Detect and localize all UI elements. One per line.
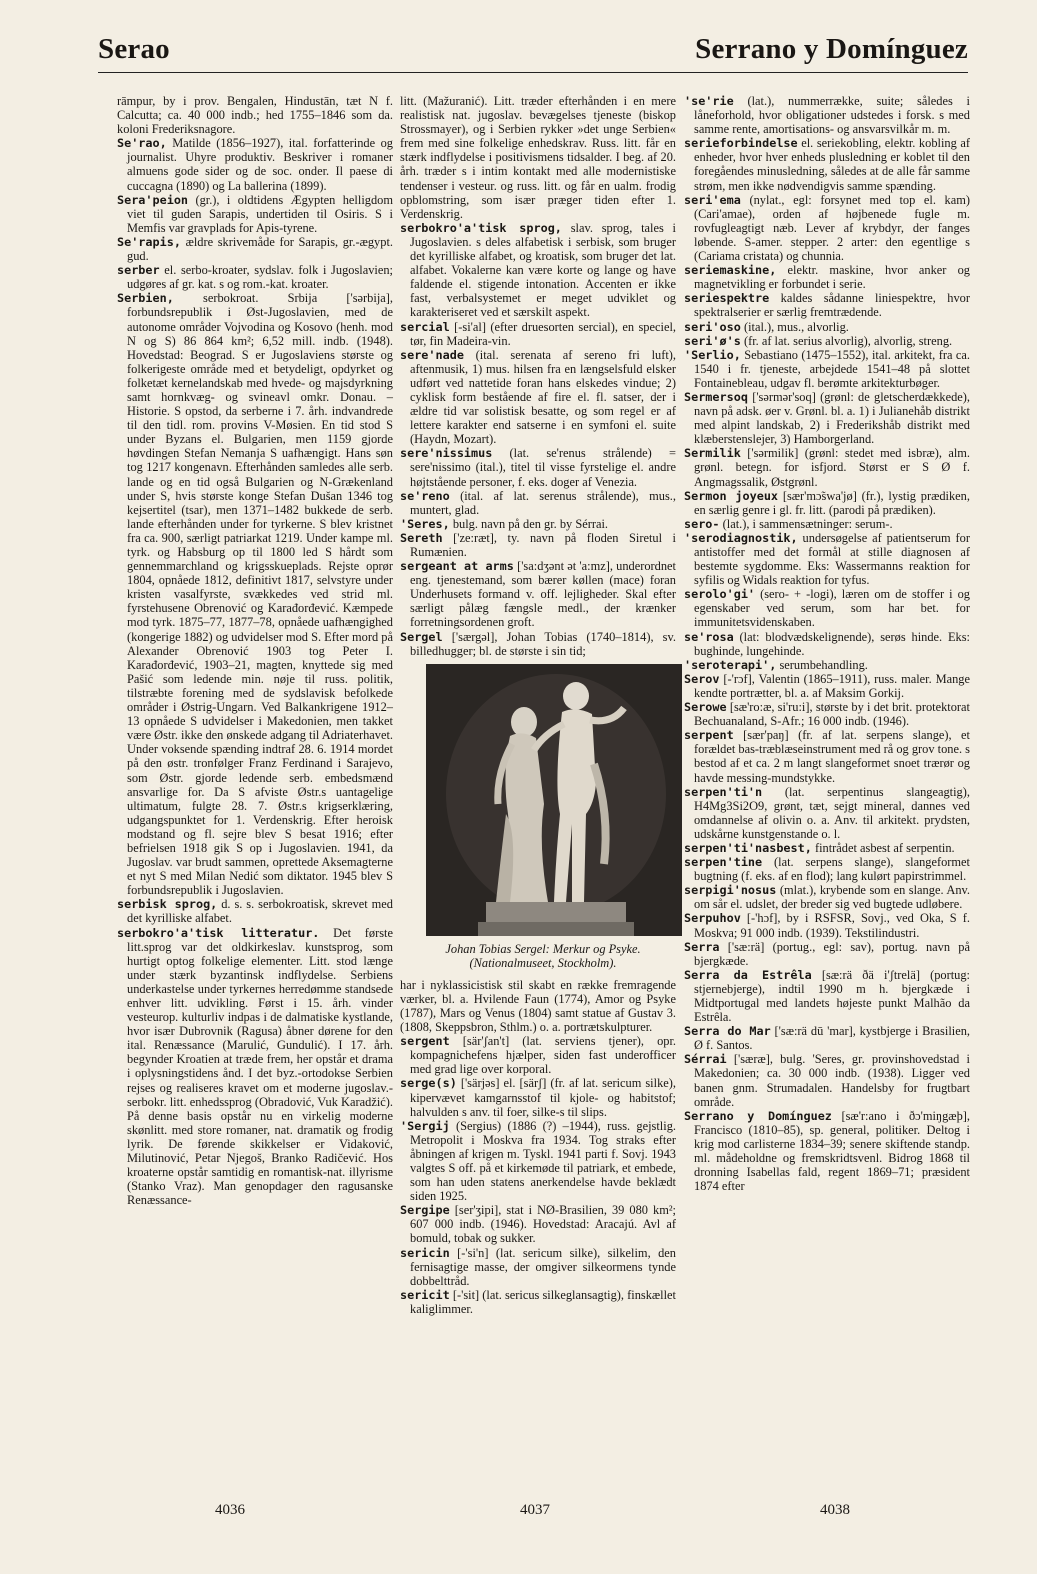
entry-text: [-'hɔf], by i RSFSR, Sovj., ved Oka, S f. Moskva; 91 000 indb. (1939). Tekstilindustri. xyxy=(694,911,970,940)
entry-text: (ital. serenata af sereno fri luft), aftenmusik, 1) mus. hilsen fra en længselsfuld elsker udført ved nattetide foran hans elskedes vindue; 2) cyklisk form bestående af fire el. fl. satser, der i ældre tid var solistisk besatte, og som regel er af lettere karakter end satserne i en symfoni el. suite (Haydn, Mozart). xyxy=(410,347,676,447)
entry-headword: 'Sergij xyxy=(400,1118,450,1133)
dictionary-entry xyxy=(400,978,676,1034)
entry-text: Sebastiano (1475–1552), ital. arkitekt, fra ca. 1540 i fr. tjeneste, arbejdede 1541–48 på slottet Fontainebleau, udgav fl. berømte arkitekturbøger. xyxy=(694,347,970,390)
dictionary-entry xyxy=(684,855,970,883)
entry-text: (sero- + -logi), læren om de stoffer i og egenskaber ved serum, som har bet. for immunitetsvidenskaben. xyxy=(694,587,970,630)
entry-text: [-'sit] (lat. sericus silkeglansagtig), finskællet kaliglimmer. xyxy=(410,1287,676,1316)
entry-text: [ser'ʒipi], stat i NØ-Brasilien, 39 080 km²; 607 000 indb. (1946). Hovedstad: Aracajú. Avl af bomuld, tobak og sukker. xyxy=(410,1203,676,1246)
entry-headword: sericit xyxy=(400,1287,450,1302)
entry-headword: 'serodiagnostik, xyxy=(684,530,798,545)
entry-headword: serbisk sprog, xyxy=(117,897,218,912)
entry-text: undersøgelse af patientserum for antistoffer med det formål at stille diagnosen af bestemte sygdomme. Eks: Wassermanns reaktion for syfilis og Widals reaktion for tyfus. xyxy=(694,530,970,588)
dictionary-entry xyxy=(684,489,970,517)
entry-headword: Serov xyxy=(684,671,720,686)
entry-headword: seriespektre xyxy=(684,291,770,306)
entry-headword: Sermersoq xyxy=(684,389,748,404)
entry-headword: Sereth xyxy=(400,530,443,545)
entry-text: [sæ'ro:æ, si'ru:i], største by i det brit. protektorat Bechuanaland, S-Afr.; 16 000 indb. (1946). xyxy=(694,700,970,729)
column-2 xyxy=(400,94,676,1316)
column-2-bottom-entries xyxy=(400,978,676,1316)
dictionary-entry xyxy=(400,320,676,348)
entry-text: (lat. se'renus strålende) = sere'nissimo (ital.), titel til visse fyrstelige el. andre højtstående personer, f. eks. doger af Venezia. xyxy=(410,446,676,489)
entry-headword: se'rosa xyxy=(684,629,734,644)
entry-headword: serpen'tine xyxy=(684,855,763,870)
column-2-top-entries xyxy=(400,94,676,658)
entry-text: (lat: blodvædskelignende), serøs hinde. Eks: bughinde, lungehinde. xyxy=(694,629,970,658)
entry-text: serbokroat. Srbija ['sərbija], forbundsrepublik i Øst-Jugoslavien, med de autonome områder Vojvodina og Kosovo (henh. mod N og S) 86 864 km²; 6,52 mill. indb. (1948). Hovedstad: Beograd. S er Jugoslaviens største og folkerigeste område med et betydeligt, opdyrket og folketæt kernelandskab med hvede- og majsdyrkning samt hornkvæg- og svineavl omkr. Donau. – Historie. S opstod, da serberne i 7. årh. indvandrede til den tidl. rom. provins V-Møsien. En tid stod S under Byzans el. Bulgarien, men 1159 gjorde høvdingen Stefan Nemanja S uafhængigt. Hans søn tog 1217 kongenavn. Efterhånden samledes alle serb. lande og en tid også Bulgarien og N-Grækenland under S, hvis største konge Stefan Dušan 1346 tog kejsertitel (tsar), men 1371–1482 bukkede de serb. lande efterhånden under for tyrkerne. S blev kristnet fra ca. 900, særligt patriarkat 1219. Under kampe ml. tyrk. og Habsburg op til 1800 led S hårdt som gennemmarchland og krigsskueplads. Rejste oprør 1804, opnåede 1812, definitivt 1817, selvstyre under kristen vasalfyrste, svækkedes ved strid ml. fyrstehusene Obrenović og Karađorđević. Kæmpede mod tyrk. 1875–77, 1877–78, opnåede uafhængighed (kongerige 1882) og udvidelser mod S. Efter mord på Alexander Obrenović 1903 tog Peter I. Karađorđević, 1903–21, magten, knyttede sig med Pašić som ledende min. nøje til russ. politik, tilstræbte forening med de sydslavisk befolkede områder i Østrig-Ungarn. Ved Balkankrigene 1912–13 opnåede S udvidelser i Makedonien, men takket være Østr. ikke den ønskede adgang til Adriaterhavet. Under voksende spænding indtraf 28. 6. 1914 mordet på den østr. tronfølger Franz Ferdinand i Sarajevo, som Østr. gjorde ledende serb. embedsmænd ansvarlige for. Da S afviste Østr.s uantagelige ultimatum, fulgte 28. 7. Østr.s krigserklæring, udgangspunktet for 1. Verdenskrig. Efter heroisk modstand og fl. sejre blev S besat 1916; efter befrielsen 1918 gik S op i Jugoslavien. 1941, da Jugoslav. var brudt sammen, oprettede Aksemagterne et nyt S med Milan Nedić som diktator. 1945 blev S forbundsrepublik i Jugoslavien. xyxy=(127,291,393,898)
sculpture-illustration xyxy=(426,664,682,936)
entry-headword: 'seroterapi', xyxy=(684,657,777,672)
dictionary-entry xyxy=(684,390,970,446)
dictionary-entry xyxy=(400,630,676,658)
entry-text: [sær'mɔ̃swa'jø] (fr.), lystig prædiken, en særlig genre i gl. fr. litt. (parodi på prædiken). xyxy=(694,488,970,517)
entry-text: ['særæ], bulg. 'Seres, gr. provinshovedstad i Makedonien; ca. 30 000 indb. (1938). Ligger ved banen gnm. Strumadalen. Handelsby for frugtbart område. xyxy=(694,1052,970,1109)
entry-headword: serbokro'a'tisk sprog, xyxy=(400,220,562,235)
entry-text: Det første litt.sprog var det oldkirkeslav. kunstsprog, som hurtigt optog folkelige elementer. Litt. stod længe under stærk byzantinsk indflydelse. Serbiens underkastelse under tyrkernes herredømme standsede enhver litt. udvikling. Først i 15. årh. vinder vesteurop. kulturliv indpas i de dalmatiske kystlande, hvor især Dubrovnik (Ragusa) åbner dørene for den ital. Renæssance (Marulić, Gundulić). I 17. årh. begynder Kroatien at træde frem, her opstår et drama i oplysningstidens ånd. I det byz.-ortodokse Serbien rejses og realiseres kravet om et moderne jugoslav.-serbokr. litt. enhedssprog (Obradović, Vuk Karadžić). På denne basis opstår nu en virkelig moderne skønlitt. med store romaner, nat. dramatik og frodig lyrik. De førende skikkelser er Vidaković, Milutinović, Petar Njegoš, Branko Radičević. Hos kroaterne opstår samtidig en romantisk-nat. illyrisme (Stanko Vraz). Man genopdager den ragusanske Renæssance- xyxy=(127,925,393,1208)
page-number-center: 4037 xyxy=(520,1502,550,1518)
entry-text: [sæ:rä ðä i'ʃtrelä] (portug: stjernebjerge), indtil 1990 m h. bjergkæde i Midtportugal med landets højeste punkt Malhão da Estrêla. xyxy=(694,967,971,1025)
entry-text: ['sæ:rä] (portug., egl: sav), portug. navn på bjergkæde. xyxy=(694,939,970,968)
entry-headword: seri'oso xyxy=(684,319,741,334)
dictionary-entry xyxy=(684,348,970,390)
entry-text: rāmpur, by i prov. Bengalen, Hindustān, tæt N f. Calcutta; ca. 40 000 indb.; hed 1755–1846 som da. koloni Frederiksnagore. xyxy=(117,94,393,137)
entry-text: (lat. serpens slange), slangeformet bugtning (f. eks. af en flod); lang kulørt papirstrimmel. xyxy=(694,855,970,884)
page-number-left: 4036 xyxy=(215,1502,245,1518)
dictionary-entry xyxy=(117,926,393,1208)
dictionary-entry xyxy=(684,1109,970,1194)
dictionary-entry xyxy=(117,94,393,136)
entry-headword: 'se'rie xyxy=(684,94,734,108)
entry-headword: serge(s) xyxy=(400,1076,457,1091)
entry-headword: Serra do Mar xyxy=(684,1024,771,1039)
entry-text: (Sergius) (1886 (?) –1944), russ. gejstlig. Metropolit i Moskva fra 1934. Tog straks efter åbningen af krigen m. Tyskl. 1941 parti f. Sovj. 1943 valgtes S off. på et kirkemøde til patriark, et embede, som han uden statens anerkendelse havde beklædt siden 1925. xyxy=(410,1118,676,1204)
dictionary-entry xyxy=(684,446,970,488)
entry-text: el. seriekobling, elektr. kobling af enheder, hvor hver enheds plusledning er koblet til den foregåendes minusledning, således at de alle får samme strøm, men ikke nødvendigvis samme spænding. xyxy=(694,136,970,193)
dictionary-entry xyxy=(684,94,970,136)
entry-headword: Sermilik xyxy=(684,446,741,461)
entry-headword: Serowe xyxy=(684,700,727,715)
dictionary-entry xyxy=(117,291,393,897)
entry-headword: sere'nissimus xyxy=(400,446,493,461)
entry-text: ['sæ:rä dū 'mar], kystbjerge i Brasilien, Ø f. Santos. xyxy=(694,1024,970,1053)
entry-headword: sere'nade xyxy=(400,347,464,362)
entry-text: ['sa:dʒənt ət 'a:mz], underordnet eng. tjenestemand, som bærer køllen (mace) foran Underhusets formand v. off. lejligheder. Skal efter særligt pålæg fængsle medl., der krænker forretningsordenen groft. xyxy=(410,559,676,630)
column-3 xyxy=(684,94,970,1193)
sculpture-figure xyxy=(400,664,676,970)
entry-text: (fr. af lat. serius alvorlig), alvorlig, streng. xyxy=(743,333,953,348)
sculpture-photo xyxy=(426,664,682,936)
entry-text: ['sərmilik] (grønl: stedet med isbræ), alm. grønl. betegn. for isfjord. Størst er S Ø f. Angmagssalik, Østgrønl. xyxy=(694,446,970,489)
entry-headword: sero- xyxy=(684,516,720,531)
running-header xyxy=(98,30,968,73)
dictionary-entry xyxy=(684,263,970,291)
entry-text: [sær'paŋ] (fr. af lat. serpens slange), et forældet bas-træblæseinstrument med rå og grov tone. s bestod af et ca. 2 m langt slangeformet snoet trærør og havde messing-mundstykke. xyxy=(694,728,970,785)
dictionary-entry xyxy=(684,940,970,968)
entry-headword: 'Seres, xyxy=(400,516,450,531)
entry-text: fintrådet asbest af serpentin. xyxy=(814,840,955,855)
entry-headword: Serra da Estrêla xyxy=(684,967,812,982)
dictionary-entry xyxy=(684,785,970,841)
dictionary-entry xyxy=(684,291,970,319)
entry-headword: Serpuhov xyxy=(684,911,741,926)
dictionary-entry xyxy=(684,968,970,1024)
entry-text: serumbehandling. xyxy=(779,657,868,672)
dictionary-entry xyxy=(117,136,393,192)
entry-headword: Se'rao, xyxy=(117,136,167,151)
dictionary-entry xyxy=(684,630,970,658)
header-guide-word-right: Serrano y Domínguez xyxy=(695,33,968,65)
dictionary-entry xyxy=(684,334,970,348)
entry-text: (gr.), i oldtidens Ægypten helligdom viet til guden Sarapis, undertiden til Osiris. S i Memfis var gravplads for Apis-tyrene. xyxy=(127,192,393,235)
entry-headword: Sergipe xyxy=(400,1203,450,1218)
entry-text: ældre skrivemåde for Sarapis, gr.-ægypt. gud. xyxy=(127,234,393,264)
dictionary-entry xyxy=(684,517,970,531)
entry-headword: serpent xyxy=(684,728,734,743)
entry-headword: Sermon joyeux xyxy=(684,488,779,503)
entry-headword: sericin xyxy=(400,1245,450,1260)
dictionary-entry xyxy=(400,489,676,517)
entry-headword: serolo'gi' xyxy=(684,587,756,602)
dictionary-entry xyxy=(684,841,970,855)
entry-text: (ital.), mus., alvorlig. xyxy=(743,319,849,334)
entry-text: d. s. s. serbokroatisk, skrevet med det kyrilliske alfabet. xyxy=(127,897,393,926)
dictionary-entry xyxy=(117,193,393,235)
dictionary-entry xyxy=(400,1203,676,1245)
entry-headword: Serra xyxy=(684,939,720,954)
dictionary-entry xyxy=(684,700,970,728)
dictionary-entry xyxy=(684,911,970,939)
dictionary-entry xyxy=(684,1024,970,1052)
entry-headword: serieforbindelse xyxy=(684,136,798,151)
entry-text: (mlat.), krybende som en slange. Anv. om sår el. udslet, der breder sig ved bugtede udløbere. xyxy=(694,883,970,912)
entry-headword: Se'rapis, xyxy=(117,234,181,249)
entry-text: [sär'ʃan't] (lat. serviens tjener), opr. kompagnichefens hjælper, siden fast underofficer med grad lige over korporal. xyxy=(410,1034,676,1077)
entry-text: (lat.), i sammensætninger: serum-. xyxy=(722,516,893,531)
entry-text: elektr. maskine, hvor anker og magnetvikling er forbundet i serie. xyxy=(694,263,970,292)
entry-text: ['særgəl], Johan Tobias (1740–1814), sv. billedhugger; bl. de største i sin tid; xyxy=(410,629,676,658)
dictionary-entry xyxy=(400,94,676,221)
dictionary-entry xyxy=(684,531,970,587)
dictionary-entry xyxy=(400,1076,676,1118)
entry-headword: Sérrai xyxy=(684,1052,727,1067)
dictionary-entry xyxy=(117,263,393,291)
entry-headword: seri'ø's xyxy=(684,333,741,348)
entry-headword: sergeant at arms xyxy=(400,559,514,574)
entry-headword: sergent xyxy=(400,1034,450,1049)
entry-headword: sercial xyxy=(400,319,450,334)
entry-text: [-si'al] (efter druesorten sercial), en speciel, tør, fin Madeira-vin. xyxy=(410,319,676,348)
entry-text: (lat.), nummerrække, suite; således i låneforhold, hvor obligationer udstedes i forsk. s med samme rente, amortisations- og ansvarsvilkår m. m. xyxy=(694,94,970,137)
dictionary-entry xyxy=(684,658,970,672)
dictionary-entry xyxy=(684,1052,970,1108)
entry-headword: Serbien, xyxy=(117,291,174,306)
dictionary-entry xyxy=(400,221,676,320)
dictionary-entry xyxy=(684,587,970,629)
dictionary-entry xyxy=(400,1034,676,1076)
header-guide-word-left: Serao xyxy=(98,33,170,65)
entry-headword: se'reno xyxy=(400,488,450,503)
entry-text: ['sərmər'soq] (grønl: de gletscherdækkede), navn på adsk. øer v. Grønl. bl. a. 1) i Julianehåb distrikt med alpint landskab, 2) i Frederikshåb distrikt med klæberstenslejer, 3) Hamborgerland. xyxy=(694,389,970,447)
dictionary-entry xyxy=(400,446,676,488)
entry-headword: Sergel xyxy=(400,629,443,644)
entry-headword: serbokro'a'tisk litteratur. xyxy=(117,925,320,940)
entry-headword: 'Serlio, xyxy=(684,347,741,362)
entry-headword: Sera'peion xyxy=(117,192,189,207)
dictionary-entry xyxy=(400,531,676,559)
dictionary-entry xyxy=(400,348,676,447)
entry-text: [-'rɔf], Valentin (1865–1911), russ. maler. Mange kendte portrætter, bl. a. af Maksim Gorkij. xyxy=(694,671,970,700)
entry-headword: seri'ema xyxy=(684,192,741,207)
dictionary-entry xyxy=(400,517,676,531)
entry-text: ['särjəs] el. [särʃ] (fr. af lat. sericum silke), kipervævet kamgarnsstof til kjole- og habitstof; halvulden s anv. til foer, silke-s til slips. xyxy=(410,1076,676,1119)
entry-text: (nylat., egl: forsynet med top el. kam) (Cari'amae), orden af højbenede fugle m. rovfugleagtigt næb. Lever af krybdyr, der fanges løbende. S-amer. stepper. 2 arter: den egentlige s (Cariama cristata) og chunnia. xyxy=(694,192,970,264)
entry-headword: Serrano y Domínguez xyxy=(684,1108,832,1123)
entry-text: ['ze:ræt], ty. navn på floden Siretul i Rumænien. xyxy=(410,530,676,559)
page-number-right: 4038 xyxy=(820,1502,850,1518)
entry-text: har i nyklassicistisk stil skabt en række fremragende værker, bl. a. Hvilende Faun (1774), Amor og Psyke (1787), Mars og Venus (1804) samt statue af Gustav 3. (1808, Skeppsbron, Sthlm.) o. a. portrætskulpturer. xyxy=(400,977,676,1035)
entry-headword: seriemaskine, xyxy=(684,263,777,278)
entry-headword: serber xyxy=(117,263,160,278)
dictionary-entry xyxy=(400,1246,676,1288)
entry-text: slav. sprog, tales i Jugoslavien. s deles alfabetisk i serbisk, som bruger det kyrilliske alfabet, og kroatisk, som bruger det lat. alfabet. Vokalerne kan være korte og lange og have faldende el. stigende intonation. Accenten er ikke fast, verbalsystemet er meget udviklet og karakteriseret ved et særskilt aspekt. xyxy=(410,220,676,320)
dictionary-entry xyxy=(117,897,393,925)
entry-text: bulg. navn på den gr. by Sérrai. xyxy=(452,516,609,531)
dictionary-entry xyxy=(684,136,970,192)
entry-text: litt. (Mažuranić). Litt. træder efterhånden i en mere realistisk nat. jugoslav. bevægelses tjeneste (biskop Strossmayer), og i Serbien rykker »det unge Serbien« frem med sine folkelige enhedskrav. Russ. litt. får en stærk indflydelse i positivismens tidsalder. I beg. af 20. årh. træder s i intim kontakt med alle modernistiske tendenser i vesteur. og russ. litt. og får en ualm. frodig opblomstring, som især præger tiden efter 1. Verdenskrig. xyxy=(400,94,676,221)
entry-headword: serpigi'nosus xyxy=(684,883,777,898)
column-1 xyxy=(117,94,393,1207)
dictionary-entry xyxy=(684,193,970,263)
dictionary-entry xyxy=(684,672,970,700)
entry-text: Matilde (1856–1927), ital. forfatterinde og journalist. Uhyre produktiv. Beskriver i romaner almuens gode sider og de soc. onder. Il paese di cuccagna (1890) og La ballerina (1899). xyxy=(127,136,393,193)
dictionary-entry xyxy=(684,728,970,784)
dictionary-entry xyxy=(400,1288,676,1316)
entry-text: (ital. af lat. serenus strålende), mus., muntert, glad. xyxy=(410,488,676,517)
entry-text: (lat. serpentinus slangeagtig), H4Mg3Si2O9, grønt, tæt, sejgt mineral, dannes ved omdannelse af olivin o. a. Anv. til arkitekt. prydsten, udskårne kunstgenstande o. l. xyxy=(694,784,970,841)
entry-headword: serpen'ti'nasbest, xyxy=(684,840,812,855)
dictionary-entry xyxy=(684,320,970,334)
dictionary-entry xyxy=(117,235,393,263)
entry-text: [-'si'n] (lat. sericum silke), silkelim, den fernisagtige masse, der omgiver silkeormens tynde dobbelttråd. xyxy=(410,1245,676,1288)
dictionary-entry xyxy=(400,559,676,629)
entry-text: [sæ'r:ano i ðɔ'miŋgæþ], Francisco (1810–85), sp. general, politiker. Deltog i krig mod carlisterne 1834–39; senere skiftende standp. ml. mådeholdne og fremskridtsvenl. Bidrog 1868 til dronning Isabellas fald, regent 1869–71; præsident 1874 efter xyxy=(694,1108,970,1194)
figure-caption: Johan Tobias Sergel: Merkur og Psyke. (Nationalmuseet, Stockholm). xyxy=(445,941,641,970)
entry-headword: serpen'ti'n xyxy=(684,784,763,799)
dictionary-entry xyxy=(684,883,970,911)
entry-text: el. serbo-kroater, sydslav. folk i Jugoslavien; udgøres af gr. kat. s og rom.-kat. kroater. xyxy=(127,263,393,292)
dictionary-entry xyxy=(400,1119,676,1204)
entry-text: kaldes sådanne liniespektre, hvor spektralserier er særlig fremtrædende. xyxy=(694,291,970,320)
